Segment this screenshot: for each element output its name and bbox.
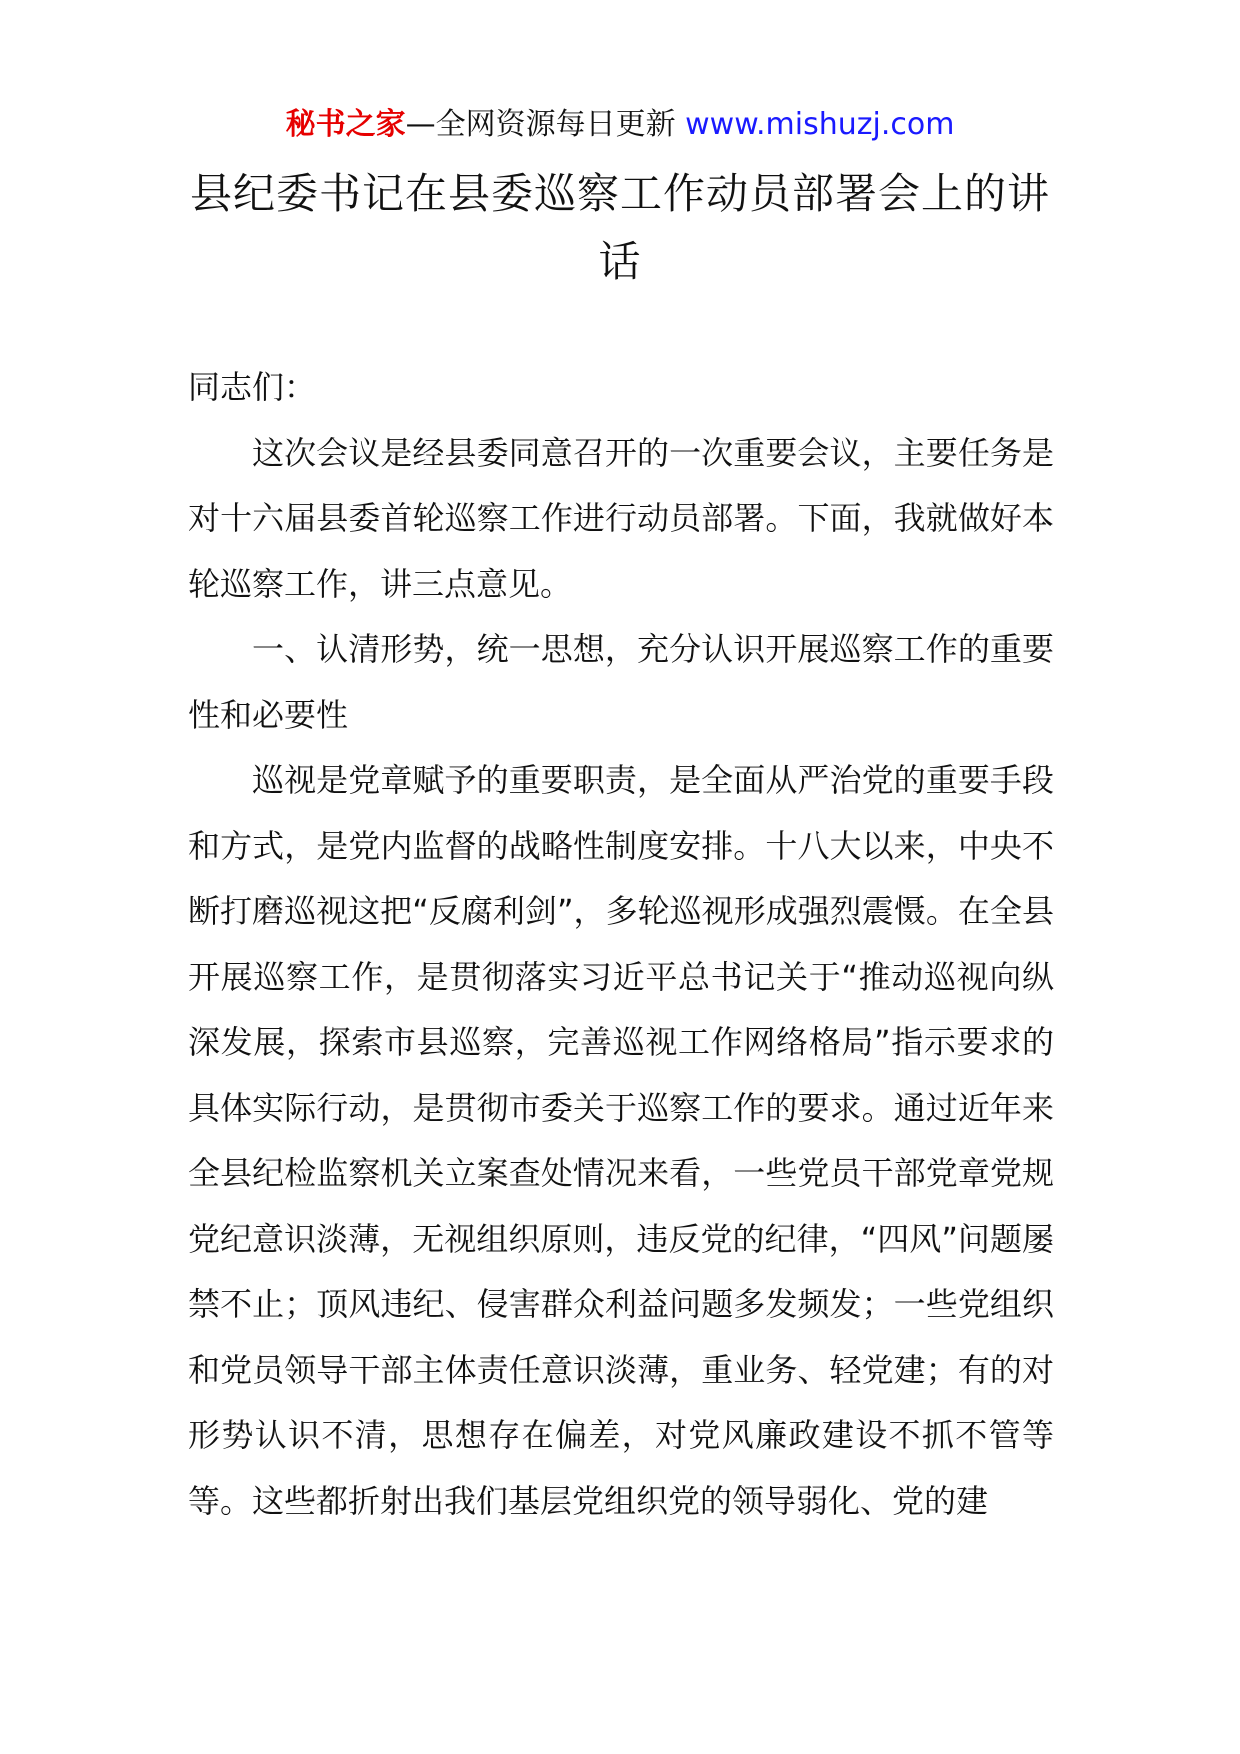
section-heading: 一、认清形势，统一思想，充分认识开展巡察工作的重要性和必要性 [188,630,1054,734]
brand-name: 秘书之家 [285,107,406,142]
intro-paragraph: 这次会议是经县委同意召开的一次重要会议，主要任务是对十六届县委首轮巡察工作进行动员部署。下面，我就做好本轮巡察工作，讲三点意见。 [188,433,1054,603]
site-header [0,100,1240,150]
site-url[interactable]: www.mishuzj.com [685,107,955,142]
section-paragraph: 巡视是党章赋予的重要职责，是全面从严治党的重要手段和方式，是党内监督的战略性制度安排。十八大以来，中央不断打磨巡视这把“反腐利剑”，多轮巡视形成强烈震慑。在全县开展巡察工作，是贯彻落实习近平总书记关于“推动巡视向纵深发展，探索市县巡察，完善巡视工作网络格局”指示要求的具体实际行动，是贯彻市委关于巡察工作的要求。通过近年来全县纪检监察机关立案查处情况来看，一些党员干部党章党规党纪意识淡薄，无视组织原则，违反党的纪律，“四风”问题屡禁不止；顶风违纪、侵害群众利益问题多发频发；一些党组织和党员领导干部主体责任意识淡薄，重业务、轻党建；有的对形势认识不清，思想存在偏差，对党风廉政建设不抓不管等等。这些都折射出我们基层党组织党的领导弱化、党的建 [188,761,1054,1520]
salutation: 同志们： [188,368,317,406]
document-title: 县纪委书记在县委巡察工作动员部署会上的讲话 [190,169,1051,286]
header-slogan: —全网资源每日更新 [405,107,686,142]
document-body [188,355,1054,1534]
